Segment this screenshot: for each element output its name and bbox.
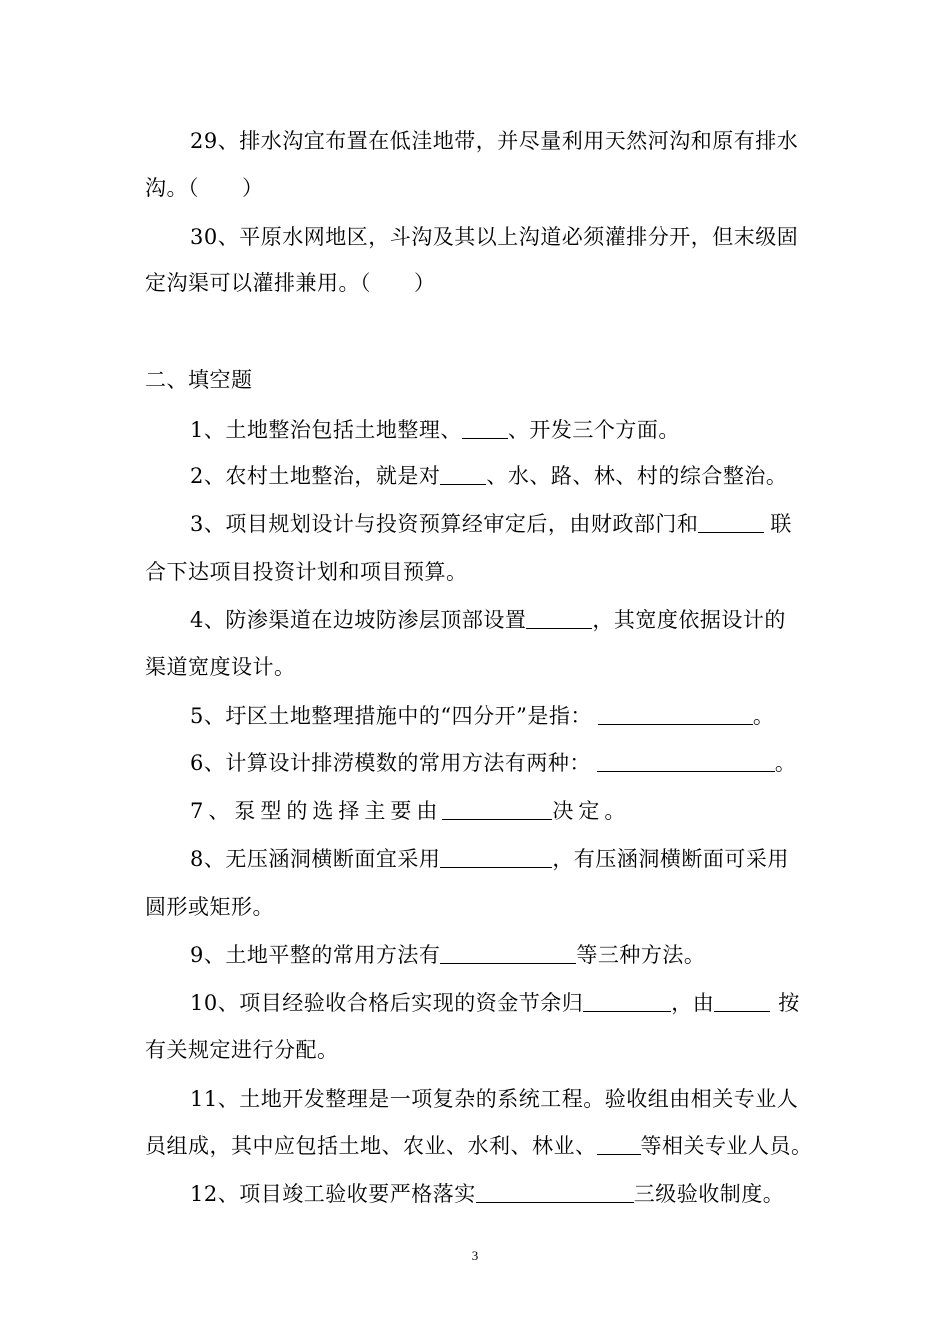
fill-5-pre: 5、圩区土地整理措施中的“四分开”是指： [190, 704, 592, 728]
fill-9 [190, 940, 810, 970]
fill-1 [190, 415, 810, 445]
fill-12 [190, 1179, 810, 1209]
fill-4-post: ，其宽度依据设计的 [592, 608, 786, 632]
fill-10-pre: 10、项目经验收合格后实现的资金节余归 [190, 991, 584, 1015]
fill-5 [190, 701, 810, 731]
fill-10-line2: 有关规定进行分配。 [145, 1038, 339, 1062]
fill-9-post: 等三种方法。 [576, 943, 706, 967]
fill-5-post: 。 [752, 704, 775, 728]
fill-12-post: 三级验收制度。 [633, 1182, 785, 1206]
fill-6 [190, 748, 810, 778]
fill-4-line2: 渠道宽度设计。 [145, 655, 296, 679]
q30-line1: 30、平原水网地区，斗沟及其以上沟道必须灌排分开，但末级固 [190, 225, 799, 249]
q30-line2: 定沟渠可以灌排兼用。（ ） [145, 271, 436, 295]
fill-8-post: ，有压涵洞横断面可采用 [552, 847, 789, 871]
fill-8-blank[interactable] [440, 847, 552, 868]
fill-3-post: 联 [770, 512, 792, 536]
page-number: 3 [471, 1248, 479, 1263]
fill-10-mid: ，由 [671, 991, 715, 1015]
fill-2-blank[interactable] [440, 464, 486, 485]
fill-6-post: 。 [774, 751, 797, 775]
fill-11-pre: 员组成，其中应包括土地、农业、水利、林业、 [145, 1134, 597, 1158]
fill-11-post: 等相关专业人员。 [640, 1134, 813, 1158]
fill-2 [190, 461, 810, 491]
fill-11-line1: 11、土地开发整理是一项复杂的系统工程。验收组由相关专业人 [190, 1087, 799, 1111]
fill-7-pre: 7、泵型的选择主要由 [190, 799, 443, 823]
fill-1-pre: 1、土地整治包括土地整理、 [190, 418, 462, 442]
fill-4-pre: 4、防渗渠道在边坡防渗层顶部设置 [190, 608, 527, 632]
fill-10-blank-1[interactable] [583, 991, 671, 1012]
fill-10-blank-2[interactable] [714, 991, 770, 1012]
fill-4 [190, 605, 810, 635]
fill-10 [190, 988, 810, 1018]
q29-line2: 沟。（ ） [145, 176, 264, 200]
fill-6-blank[interactable] [597, 751, 775, 772]
fill-3 [190, 509, 810, 539]
fill-3-pre: 3、项目规划设计与投资预算经审定后，由财政部门和 [190, 512, 699, 536]
fill-2-post: 、水、路、林、村的综合整治。 [486, 464, 788, 488]
fill-1-post: 、开发三个方面。 [507, 418, 680, 442]
fill-8 [190, 844, 810, 874]
fill-9-pre: 9、土地平整的常用方法有 [190, 943, 441, 967]
fill-1-blank[interactable] [462, 418, 508, 439]
fill-3-line2: 合下达项目投资计划和项目预算。 [145, 560, 468, 584]
fill-4-blank[interactable] [526, 608, 592, 629]
fill-11 [145, 1131, 813, 1161]
fill-12-blank[interactable] [476, 1182, 634, 1203]
fill-7-blank[interactable] [442, 799, 552, 820]
fill-7-post: 决定。 [552, 799, 631, 823]
q29-line1: 29、排水沟宜布置在低洼地带，并尽量利用天然河沟和原有排水 [190, 129, 799, 153]
section-title: 二、填空题 [145, 368, 253, 392]
fill-6-pre: 6、计算设计排涝模数的常用方法有两种： [190, 751, 591, 775]
fill-5-blank[interactable] [598, 704, 753, 725]
fill-3-blank[interactable] [698, 512, 764, 533]
fill-12-pre: 12、项目竣工验收要严格落实 [190, 1182, 476, 1206]
fill-10-post: 按 [778, 991, 800, 1015]
fill-9-blank[interactable] [440, 943, 576, 964]
fill-11-blank[interactable] [597, 1134, 641, 1155]
fill-8-pre: 8、无压涵洞横断面宜采用 [190, 847, 441, 871]
fill-8-line2: 圆形或矩形。 [145, 895, 274, 919]
fill-2-pre: 2、农村土地整治，就是对 [190, 464, 441, 488]
fill-7 [190, 796, 810, 826]
